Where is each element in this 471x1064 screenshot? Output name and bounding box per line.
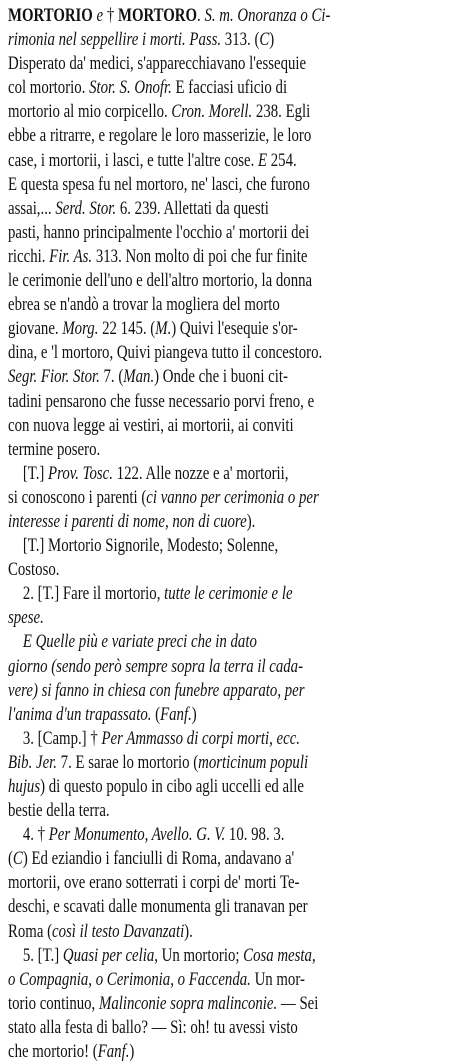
text-line: [8, 462, 464, 486]
text-line: [8, 606, 464, 630]
text-run: Fanf.: [97, 1041, 130, 1063]
text-run: termine posero.: [8, 438, 101, 460]
text-run: E: [258, 149, 268, 171]
text-line: [8, 920, 464, 944]
text-line: [8, 558, 464, 582]
text-run: .: [197, 5, 205, 26]
text-run: C: [259, 29, 270, 51]
text-run: Serd. Stor.: [55, 197, 117, 219]
text-line: [8, 293, 464, 317]
text-run: Fir. As.: [49, 245, 93, 267]
text-run: ): [129, 1041, 135, 1063]
text-run: tutte le cerimonie e le: [164, 583, 293, 605]
text-run: 3. [Camp.] †: [8, 727, 102, 749]
text-run: 4. †: [8, 824, 49, 846]
text-run: Un mortorio;: [157, 944, 244, 966]
text-run: (: [151, 703, 161, 725]
text-line: [8, 823, 464, 847]
text-run: Malinconie sopra malinconie.: [98, 992, 278, 1014]
text-run: mortorii, ove erano sotterrati i corpi de' morti Te-: [8, 872, 300, 894]
text-run: o Compagnia, o Cerimonia, o Faccenda.: [8, 968, 251, 990]
text-line: [8, 582, 464, 606]
text-line: [8, 317, 464, 341]
text-run: stato alla festa di ballo? — Sì: oh! tu avessi visto: [8, 1016, 298, 1038]
text-run: giovane.: [8, 318, 63, 340]
text-run: interesse i parenti di nome, non di cuore: [8, 510, 247, 532]
text-run: ebrea se n'andò a trovar la mogliera del morto: [8, 294, 280, 316]
text-line: [8, 438, 464, 462]
text-run: ).: [246, 510, 256, 532]
text-line: [8, 269, 464, 293]
text-run: ricchi.: [8, 245, 50, 267]
text-run: E questa spesa fu nel mortoro, ne' lasci, che furono: [8, 173, 310, 195]
text-run: si conoscono i parenti (: [8, 486, 147, 508]
text-run: assai,...: [8, 197, 56, 219]
text-line: [8, 173, 464, 197]
text-run: 6. 239. Allettati da questi: [116, 197, 269, 219]
text-run: le cerimonie dell'uno e dell'altro mortorio, la donna: [8, 270, 313, 292]
text-run: — Sei: [277, 992, 319, 1014]
text-run: S. m. Onoranza o Ci-: [204, 5, 331, 26]
text-run: Per Ammasso di corpi morti, ecc.: [101, 727, 300, 749]
text-run: Disperato da' medici, s'apparecchiavano l'essequie: [8, 53, 307, 75]
text-line: [8, 847, 464, 871]
text-run: giorno (sendo però sempre sopra la terra il cada-: [8, 655, 304, 677]
text-run: Segr. Fior. Stor.: [8, 366, 100, 388]
text-run: †: [103, 5, 118, 26]
text-run: ).: [184, 920, 193, 942]
text-run: mortorio al mio corpicello.: [8, 101, 172, 123]
text-run: MORTORIO: [8, 5, 93, 26]
text-run: Cosa mesta: [243, 944, 312, 966]
text-run: l'anima d'un trapassato.: [8, 703, 152, 725]
text-run: ebbe a ritrarre, e regolare le loro masserizie, le loro: [8, 125, 312, 147]
text-run: ) Onde che i buoni cit-: [154, 366, 288, 388]
text-line: [8, 799, 464, 823]
text-run: Cron. Morell.: [171, 101, 253, 123]
text-line: [8, 100, 464, 124]
text-run: Un mor-: [250, 968, 305, 990]
text-run: C: [12, 848, 23, 870]
text-line: [8, 944, 464, 968]
text-run: [T.]: [8, 462, 49, 484]
text-run: vere) si fanno in chiesa con funebre apparato, per: [8, 679, 305, 701]
text-line: [8, 775, 464, 799]
text-run: E facciasi uficio di: [171, 77, 288, 99]
text-run: [T.] Mortorio Signorile, Modesto; Solenne,: [8, 535, 279, 557]
text-run: pasti, hanno principalmente l'occhio a' mortorii dei: [8, 221, 310, 243]
text-line: [8, 871, 464, 895]
text-run: dina, e 'l mortoro, Quivi piangeva tutto il concestoro.: [8, 342, 323, 364]
text-line: [8, 703, 464, 727]
text-run: ): [269, 29, 275, 51]
text-line: [8, 727, 464, 751]
text-run: 7. E sarae lo mortorio (: [56, 751, 199, 773]
text-run: MORTORO: [117, 5, 198, 26]
text-run: (: [8, 848, 13, 870]
text-run: spese.: [8, 607, 44, 629]
text-run: hujus: [8, 776, 41, 797]
text-line: [8, 245, 464, 269]
text-run: 254.: [267, 149, 297, 171]
text-line: [8, 390, 464, 414]
text-run: Per Monumento, Avello. G. V.: [48, 824, 226, 846]
text-run: deschi, e scavati dalle monumenta gli tranavan per: [8, 896, 308, 918]
text-line: [8, 52, 464, 76]
text-line: [8, 414, 464, 438]
text-line: [8, 534, 464, 558]
text-run: ,: [311, 944, 316, 966]
text-run: 22 145. (: [98, 318, 156, 340]
text-run: 2. [T.] Fare il mortorio,: [8, 583, 165, 605]
text-line: [8, 149, 464, 173]
text-run: ) Quivi l'esequie s'or-: [171, 318, 298, 340]
text-line: [8, 655, 464, 679]
text-run: E Quelle più e variate preci che in dato: [8, 631, 257, 653]
text-run: Costoso.: [8, 559, 60, 581]
text-line: [8, 197, 464, 221]
text-run: Quasi per celia,: [62, 944, 158, 966]
text-line: [8, 751, 464, 775]
text-line: [8, 510, 464, 534]
text-run: case, i mortorii, i lasci, e tutte l'altre cose.: [8, 149, 259, 171]
text-line: [8, 76, 464, 100]
text-run: torio continuo,: [8, 992, 99, 1014]
text-line: [8, 486, 464, 510]
text-line: [8, 365, 464, 389]
text-run: col mortorio.: [8, 77, 90, 99]
text-line: [8, 679, 464, 703]
text-run: bestie della terra.: [8, 800, 110, 822]
text-run: 10. 98. 3.: [225, 824, 285, 846]
text-run: 313. Non molto di poi che fur finite: [92, 245, 308, 267]
text-line: [8, 1016, 464, 1040]
text-run: Morg.: [62, 318, 99, 340]
text-run: che mortorio! (: [8, 1041, 98, 1063]
text-line: [8, 124, 464, 148]
text-run: Bib. Jer.: [8, 751, 57, 773]
text-run: Fanf.: [160, 703, 192, 725]
text-run: 122. Alle nozze e a' mortorii,: [112, 462, 289, 484]
text-run: Roma (: [8, 920, 53, 942]
text-run: Prov. Tosc.: [48, 462, 113, 484]
text-line: [8, 992, 464, 1016]
text-line: [8, 341, 464, 365]
text-run: 5. [T.]: [8, 944, 63, 966]
text-line: [8, 1040, 464, 1064]
text-run: e: [96, 5, 104, 26]
text-line: [8, 968, 464, 992]
text-line: [8, 221, 464, 245]
text-line: [8, 4, 464, 28]
text-run: ) di questo populo in cibo agli uccelli ed alle: [40, 776, 304, 797]
text-run: 238. Egli: [252, 101, 311, 123]
text-run: ) Ed eziandio i fanciulli di Roma, andavano a': [22, 848, 295, 870]
text-line: [8, 630, 464, 654]
text-line: [8, 28, 464, 52]
text-run: Man.: [123, 366, 155, 388]
text-run: Stor. S. Onofr.: [89, 77, 172, 99]
text-run: con nuova legge ai vestiri, ai mortorii, ai conviti: [8, 414, 294, 436]
text-line: [8, 895, 464, 919]
text-run: tadini pensarono che fusse necessario porvi freno, e: [8, 390, 315, 412]
text-run: M.: [155, 318, 172, 340]
text-run: così il testo Davanzati: [52, 920, 185, 942]
text-run: rimonia nel seppellire i morti. Pass.: [8, 29, 222, 51]
text-run: 313. (: [221, 29, 260, 51]
text-run: ): [191, 703, 197, 725]
text-run: ci vanno per cerimonia o per: [146, 486, 319, 508]
text-run: 7. (: [99, 366, 124, 388]
text-run: morticinum populi: [198, 751, 309, 773]
